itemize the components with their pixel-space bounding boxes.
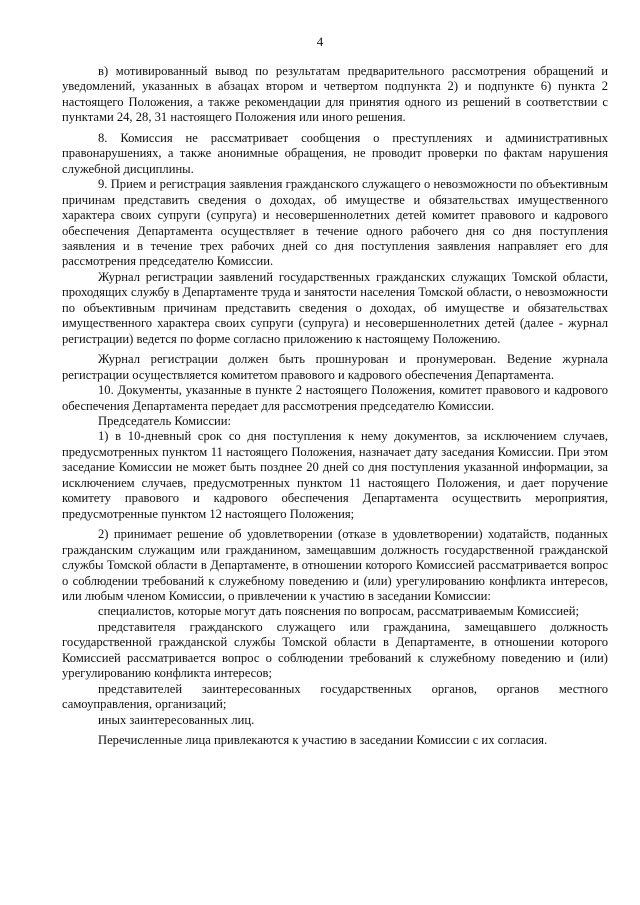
list-item-state-bodies: представителей заинтересованных государственных органов, органов местного самоуправления, организаций;	[62, 681, 608, 712]
paragraph-registration-journal: Журнал регистрации заявлений государственных гражданских служащих Томской области, проходящих службу в Департаменте труда и занятости населения Томской области, о невозможности по объективным причинам представить сведения о доходах, об имуществе и обязательствах имущественного характера своих супруги (супруга) и несовершеннолетних детей (далее - журнал регистрации) ведется по форме согласно приложению к настоящему Положению.	[62, 269, 608, 346]
paragraph-chairman-item-1: 1) в 10-дневный срок со дня поступления к нему документов, за исключением случаев, предусмотренных пунктом 11 настоящего Положения, назначает дату заседания Комиссии. При этом заседание Комиссии не может быть позднее 20 дней со дня поступления указанной информации, за исключением случаев, предусмотренных пунктом 11 настоящего Положения, и дает поручение комитету правового и кадрового обеспечения Департамента осуществить мероприятия, предусмотренные пунктом 12 настоящего Положения;	[62, 429, 608, 521]
page-number: 4	[316, 34, 324, 49]
paragraph-9-registration: 9. Прием и регистрация заявления гражданского служащего о невозможности по объективным причинам представить сведения о доходах, об имуществе и обязательствах имущественного характера своих супруги (супруга) и несовершеннолетних детей комитет правового и кадрового обеспечения Департамента осуществляет в течение одного рабочего дня со дня поступления заявления и в течение трех рабочих дней со дня поступления заявления направляет его для рассмотрения председателю Комиссии.	[62, 177, 608, 269]
paragraph-chairman-item-2: 2) принимает решение об удовлетворении (отказе в удовлетворении) ходатайств, поданных гражданским служащим или гражданином, замещавшим должность государственной гражданской службы Томской области в Департаменте, в отношении которого Комиссией рассматривается вопрос о соблюдении требований к служебному поведению и (или) урегулированию конфликта интересов, или любым членом Комиссии, о привлечении к участию в заседании Комиссии:	[62, 527, 608, 603]
document-body	[62, 64, 608, 748]
paragraph-consent: Перечисленные лица привлекаются к участию в заседании Комиссии с их согласия.	[98, 733, 548, 748]
paragraph-chairman-heading: Председатель Комиссии:	[98, 413, 232, 428]
list-item-representative: представителя гражданского служащего или гражданина, замещавшего должность государственной гражданской службы Томской области в Департаменте, в отношении которого Комиссией рассматривается вопрос о соблюдении требований к служебному поведению и (или) урегулированию конфликта интересов;	[62, 619, 608, 681]
list-item-specialists: специалистов, которые могут дать пояснения по вопросам, рассматриваемым Комиссией;	[98, 604, 579, 619]
paragraph-10-documents: 10. Документы, указанные в пункте 2 настоящего Положения, комитет правового и кадрового обеспечения Департамента передает для рассмотрения председателю Комиссии.	[62, 383, 608, 413]
paragraph-7v-conclusion: в) мотивированный вывод по результатам предварительного рассмотрения обращений и уведомлений, указанных в абзацах втором и четвертом подпункта 2) и подпункте 6) пункта 2 настоящего Положения, а также рекомендации для принятия одного из решений в соответствии с пунктами 24, 28, 31 настоящего Положения или иного решения.	[62, 64, 608, 125]
paragraph-8-exclusions: 8. Комиссия не рассматривает сообщения о преступлениях и административных правонарушениях, а также анонимные обращения, не проводит проверки по фактам нарушения служебной дисциплины.	[62, 130, 608, 176]
paragraph-journal-binding: Журнал регистрации должен быть прошнурован и пронумерован. Ведение журнала регистрации осуществляется комитетом правового и кадрового обеспечения Департамента.	[62, 352, 608, 382]
list-item-other-persons: иных заинтересованных лиц.	[98, 712, 255, 727]
